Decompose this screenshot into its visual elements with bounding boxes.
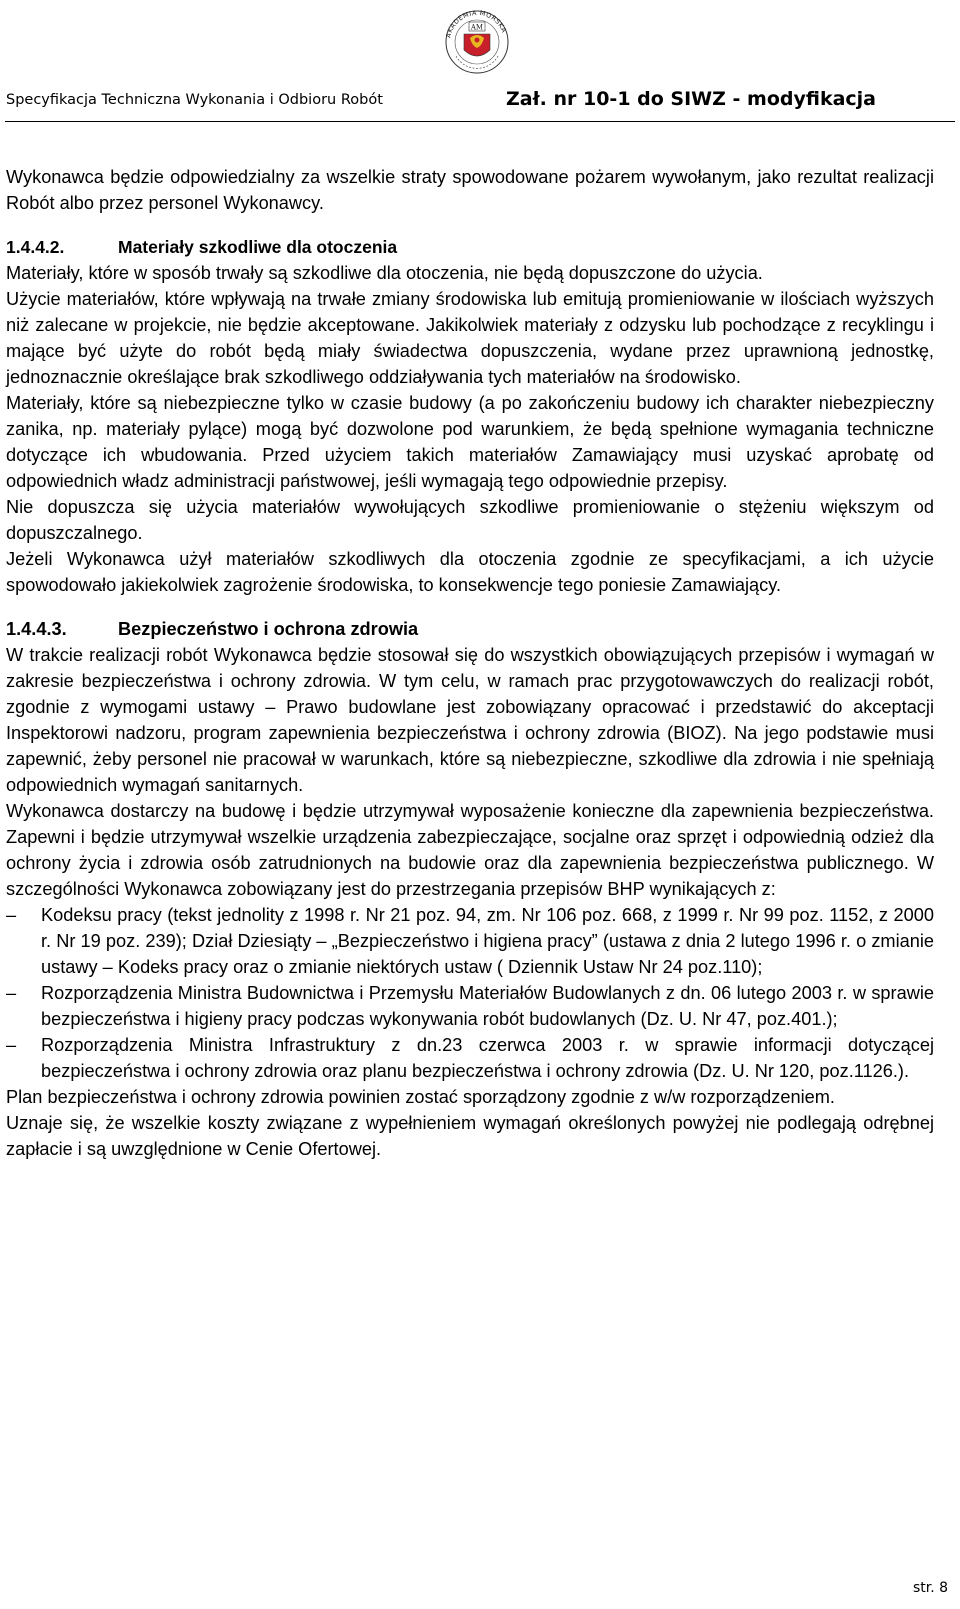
header-document-title: Specyfikacja Techniczna Wykonania i Odbioru Robót bbox=[6, 92, 383, 108]
paragraph: W trakcie realizacji robót Wykonawca będzie stosował się do wszystkich obowiązujących przepisów i wymagań w zakresie bezpieczeństwa i ochrony zdrowia. W tym celu, w ramach prac przygotowawczych do realizacji robót, zgodnie z wymogami ustawy – Prawo budowlane jest zobowiązany opracować i przedstawić do akceptacji Inspektorowi nadzoru, program zapewnienia bezpieczeństwa i ochrony zdrowia (BIOZ). Na jego podstawie musi zapewnić, żeby personel nie pracował w warunkach, które są niebezpieczne, szkodliwe dla zdrowia i nie spełniają odpowiednich wymagań sanitarnych. bbox=[6, 645, 934, 795]
section-number: 1.4.4.3. bbox=[6, 619, 67, 639]
header-attachment-label: Zał. nr 10-1 do SIWZ - modyfikacja bbox=[506, 88, 876, 110]
header-divider bbox=[5, 121, 955, 122]
dash-bullet: – bbox=[6, 1035, 17, 1055]
page-header bbox=[0, 0, 960, 125]
section-title: Materiały szkodliwe dla otoczenia bbox=[118, 237, 398, 257]
document-body bbox=[6, 164, 934, 1162]
page-number: str. 8 bbox=[912, 1580, 948, 1596]
paragraph: Uznaje się, że wszelkie koszty związane z wypełnieniem wymagań określonych powyżej nie podlegają odrębnej zapłacie i są uwzględnione w Cenie Ofertowej. bbox=[6, 1113, 934, 1159]
list-item bbox=[6, 1032, 934, 1084]
logo-monogram: AM bbox=[470, 23, 484, 32]
list-item-text: Rozporządzenia Ministra Infrastruktury z dn.23 czerwca 2003 r. w sprawie informacji dotyczącej bezpieczeństwa i ochrony zdrowia oraz planu bezpieczeństwa i ochrony zdrowia (Dz. U. Nr 120, poz.1126.). bbox=[41, 1035, 934, 1081]
section-heading bbox=[6, 616, 934, 642]
list-item bbox=[6, 980, 934, 1032]
dash-bullet: – bbox=[6, 983, 17, 1003]
regulations-list bbox=[6, 902, 934, 1084]
paragraph: Wykonawca będzie odpowiedzialny za wszelkie straty spowodowane pożarem wywołanym, jako rezultat realizacji Robót albo przez personel Wykonawcy. bbox=[6, 167, 934, 213]
paragraph: Materiały, które w sposób trwały są szkodliwe dla otoczenia, nie będą dopuszczone do użycia. bbox=[6, 263, 763, 283]
paragraph: Wykonawca dostarczy na budowę i będzie utrzymywał wyposażenie konieczne dla zapewnienia bezpieczeństwa. Zapewni i będzie utrzymywał wszelkie urządzenia zabezpieczające, socjalne oraz sprzęt i odpowiednią odzież dla ochrony życia i zdrowia osób zatrudnionych na budowie oraz dla zapewnienia bezpieczeństwa publicznego. W szczególności Wykonawca zobowiązany jest do przestrzegania przepisów BHP wynikających z: bbox=[6, 801, 934, 899]
section-title: Bezpieczeństwo i ochrona zdrowia bbox=[118, 619, 419, 639]
dash-bullet: – bbox=[6, 905, 17, 925]
section-number: 1.4.4.2. bbox=[6, 237, 65, 257]
paragraph: Jeżeli Wykonawca użył materiałów szkodliwych dla otoczenia zgodnie ze specyfikacjami, a ich użycie spowodowało jakiekolwiek zagrożenie środowiska, to konsekwencje tego poniesie Zamawiający. bbox=[6, 549, 934, 595]
paragraph: Użycie materiałów, które wpływają na trwałe zmiany środowiska lub emitują promieniowanie w ilościach wyższych niż zalecane w projekcie, nie będzie akceptowane. Jakikolwiek materiały z odzysku lub pochodzące z recyklingu i mające być użyte do robót będą miały świadectwa dopuszczenia, wydane przez uprawnioną jednostkę, jednoznacznie określające brak szkodliwego oddziaływania tych materiałów na środowisko. bbox=[6, 289, 934, 387]
paragraph: Materiały, które są niebezpieczne tylko w czasie budowy (a po zakończeniu budowy ich charakter niebezpieczny zanika, np. materiały pylące) mogą być dozwolone pod warunkiem, że będą spełnione wymagania techniczne dotyczące ich wbudowania. Przed użyciem takich materiałów Zamawiający musi uzyskać aprobatę od odpowiednich władz administracji państwowej, jeśli wymagają tego odpowiednie przepisy. bbox=[6, 393, 934, 491]
university-logo bbox=[442, 2, 512, 92]
svg-text:AKADEMIA MORSKA: AKADEMIA MORSKA bbox=[444, 8, 509, 39]
paragraph: Plan bezpieczeństwa i ochrony zdrowia powinien zostać sporządzony zgodnie z w/w rozporządzeniem. bbox=[6, 1087, 835, 1107]
list-item bbox=[6, 902, 934, 980]
section-heading bbox=[6, 234, 934, 260]
list-item-text: Kodeksu pracy (tekst jednolity z 1998 r. Nr 21 poz. 94, zm. Nr 106 poz. 668, z 1999 r. Nr 99 poz. 1152, z 2000 r. Nr 19 poz. 239); Dział Dziesiąty – „Bezpieczeństwo i higiena pracy” (ustawa z dnia 2 lutego 1996 r. o zmianie ustawy – Kodeks pracy oraz o zmianie niektórych ustaw ( Dziennik Ustaw Nr 24 poz.110); bbox=[41, 905, 934, 977]
paragraph: Nie dopuszcza się użycia materiałów wywołujących szkodliwe promieniowanie o stężeniu większym od dopuszczalnego. bbox=[6, 497, 934, 543]
list-item-text: Rozporządzenia Ministra Budownictwa i Przemysłu Materiałów Budowlanych z dn. 06 lutego 2003 r. w sprawie bezpieczeństwa i higieny pracy podczas wykonywania robót budowlanych (Dz. U. Nr 47, poz.401.); bbox=[41, 983, 934, 1029]
